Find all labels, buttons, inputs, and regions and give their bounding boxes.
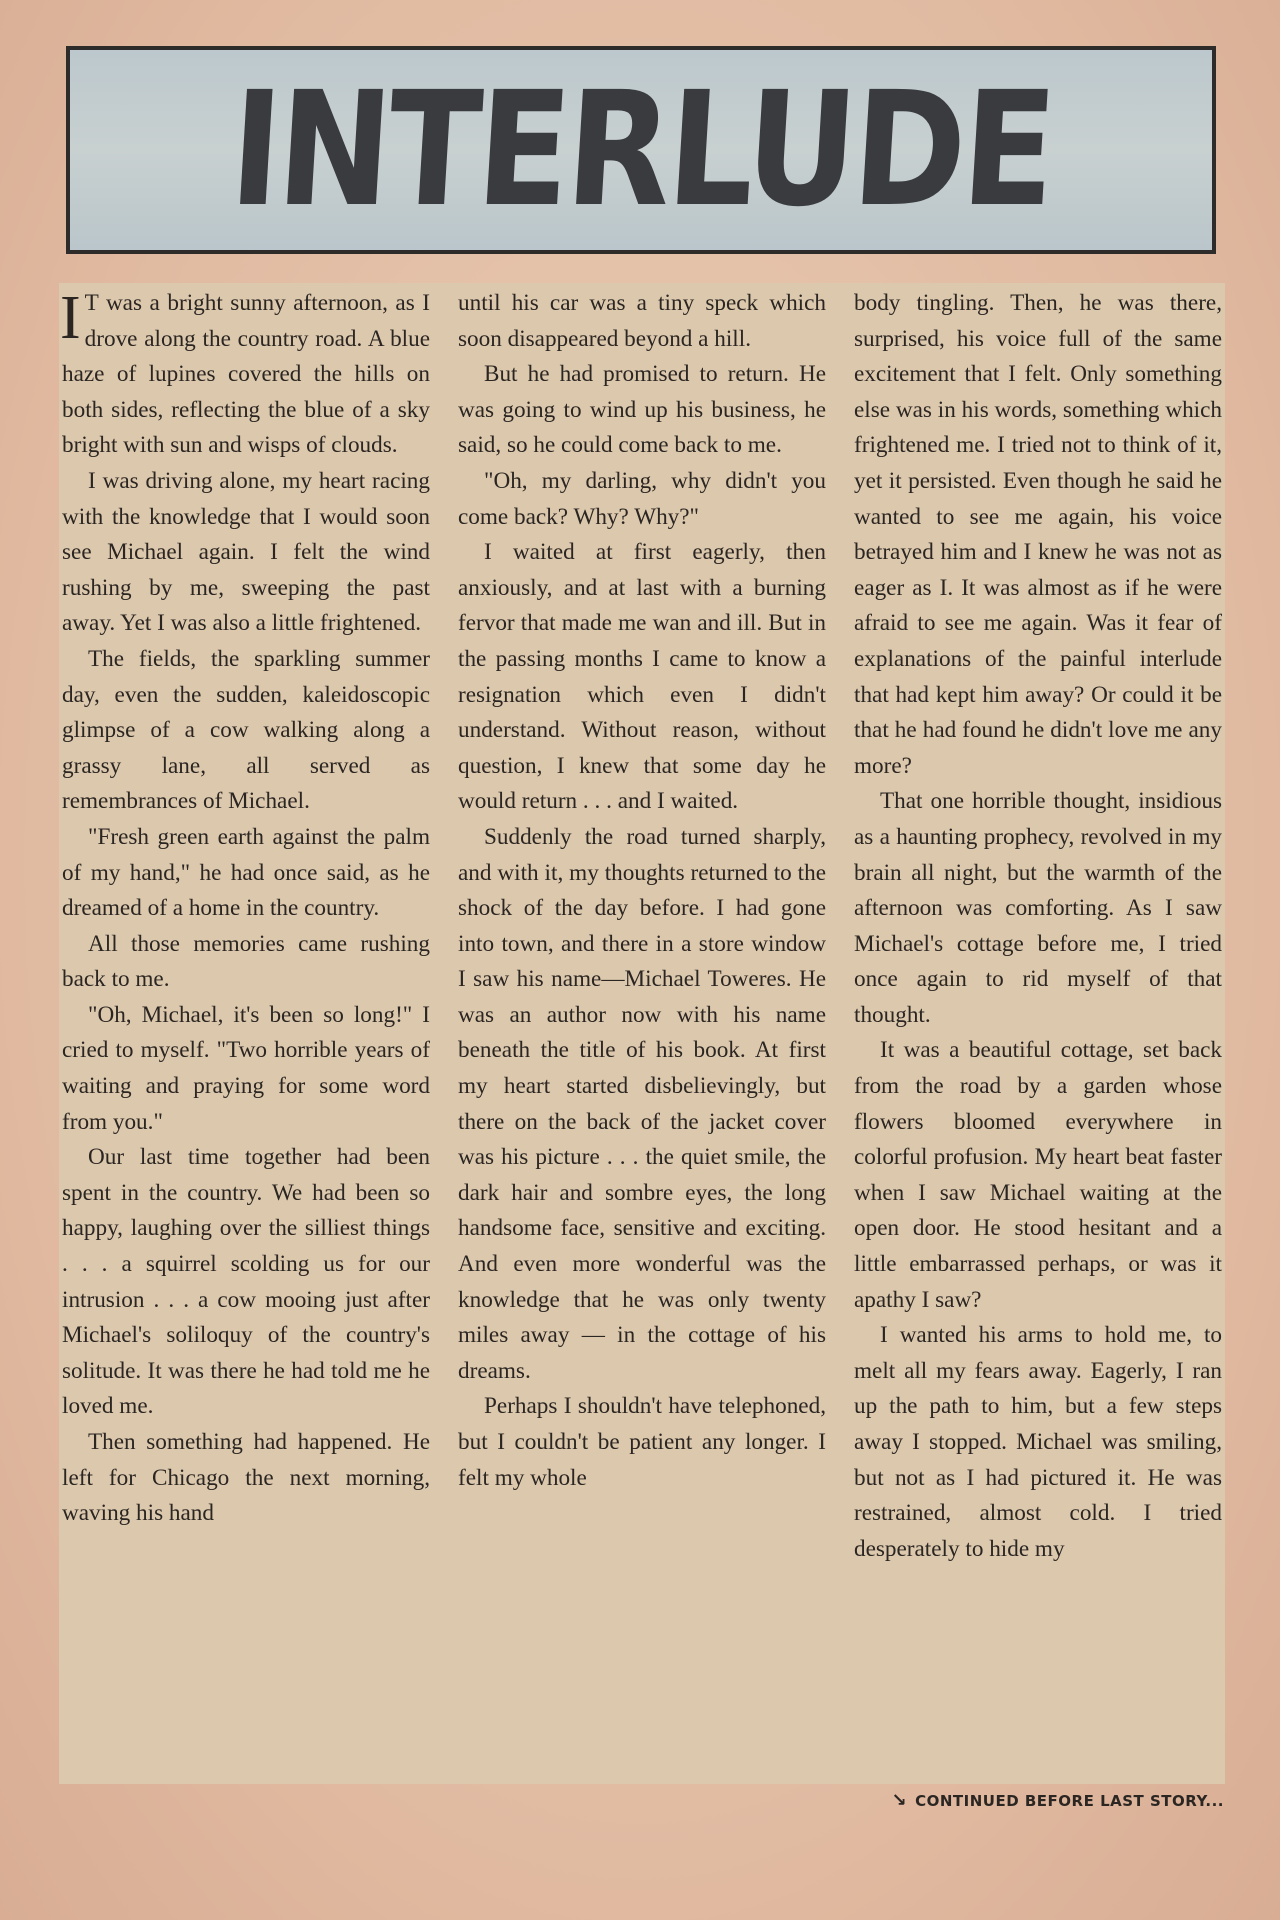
paragraph: body tingling. Then, he was there, surprised, his voice full of the same excitement that I felt. Only something else was in his words, something which frightened me. I tried not to think of it, yet it persisted. Even though he said he wanted to see me again, his voice betrayed him and I knew he was not as eager as I. It was almost as if he were afraid to see me again. Was it fear of explanations of the painful interlude that had kept him away? Or could it be that he had found he didn't love me any more? xyxy=(854,290,1222,779)
paragraph: I wanted his arms to hold me, to melt all my fears away. Eagerly, I ran up the path to him, but a few steps away I stopped. Michael was smiling, but not as I had pictured it. He was restrained, almost cold. I tried desperately to hide my xyxy=(854,1322,1222,1562)
paragraph: The fields, the sparkling summer day, even the sudden, kaleidoscopic glimpse of a cow walking along a grassy lane, all served as remembrances of Michael. xyxy=(62,645,430,815)
drop-cap: I xyxy=(60,284,81,352)
story-text xyxy=(62,286,1222,1781)
paragraph: Then something had happened. He left for Chicago the next morning, waving his hand xyxy=(62,1429,430,1527)
paragraph: All those memories came rushing back to me. xyxy=(62,930,430,993)
paragraph: "Oh, Michael, it's been so long!" I cried to myself. "Two horrible years of waiting and praying for some word from you." xyxy=(62,1001,430,1135)
paragraph: That one horrible thought, insidious as a haunting prophecy, revolved in my brain all night, but the warmth of the afternoon was comforting. As I saw Michael's cottage before me, I tried once again to rid myself of that thought. xyxy=(854,788,1222,1028)
continued-note: ↘ CONTINUED BEFORE LAST STORY... xyxy=(891,1790,1224,1811)
text-column-2 xyxy=(458,286,826,1781)
text-column-3 xyxy=(854,286,1222,1781)
paragraph: Suddenly the road turned sharply, and with it, my thoughts returned to the shock of the day before. I had gone into town, and there in a store window I saw his name—Michael Toweres. He was an author now with his name beneath the title of his book. At first my heart started disbelievingly, but there on the back of the jacket cover was his picture . . . the quiet smile, the dark hair and sombre eyes, the long handsome face, sensitive and exciting. And even more wonderful was the knowledge that he was only twenty miles away — in the cottage of his dreams. xyxy=(458,823,826,1384)
story-title: INTERLUDE xyxy=(224,58,1058,242)
paragraph: "Fresh green earth against the palm of my hand," he had once said, as he dreamed of a home in the country. xyxy=(62,823,430,922)
paragraph: I T was a bright sunny afternoon, as I drove along the country road. A blue haze of lupines covered the hills on both sides, reflecting the blue of a sky bright with sun and wisps of clouds. xyxy=(60,284,430,459)
paragraph: "Oh, my darling, why didn't you come back? Why? Why?" xyxy=(458,467,826,530)
text-column-1 xyxy=(62,286,430,1781)
paragraph: I waited at first eagerly, then anxiously, and at last with a burning fervor that made me wan and ill. But in the passing months I came to know a resignation which even I didn't understand. Without reason, without question, I knew that some day he would return . . . and I waited. xyxy=(458,539,826,815)
paragraph: It was a beautiful cottage, set back from the road by a garden whose flowers bloomed everywhere in colorful profusion. My heart beat faster when I saw Michael waiting at the open door. He stood hesitant and a little embarrassed perhaps, or was it apathy I saw? xyxy=(854,1037,1222,1313)
title-banner xyxy=(66,46,1216,254)
paragraph: I was driving alone, my heart racing with the knowledge that I would soon see Michael again. I felt the wind rushing by me, sweeping the past away. Yet I was also a little frightened. xyxy=(62,467,430,637)
paragraph: Perhaps I shouldn't have telephoned, but I couldn't be patient any longer. I felt my whole xyxy=(458,1393,826,1491)
paragraph: Our last time together had been spent in the country. We had been so happy, laughing over the silliest things . . . a squirrel scolding us for our intrusion . . . a cow mooing just after Michael's soliloquy of the country's solitude. It was there he had told me he loved me. xyxy=(62,1144,430,1420)
paragraph: But he had promised to return. He was going to wind up his business, he said, so he could come back to me. xyxy=(458,361,826,459)
arrow-tick-icon: ↘ xyxy=(891,1790,908,1811)
paragraph: until his car was a tiny speck which soon disappeared beyond a hill. xyxy=(458,290,826,352)
